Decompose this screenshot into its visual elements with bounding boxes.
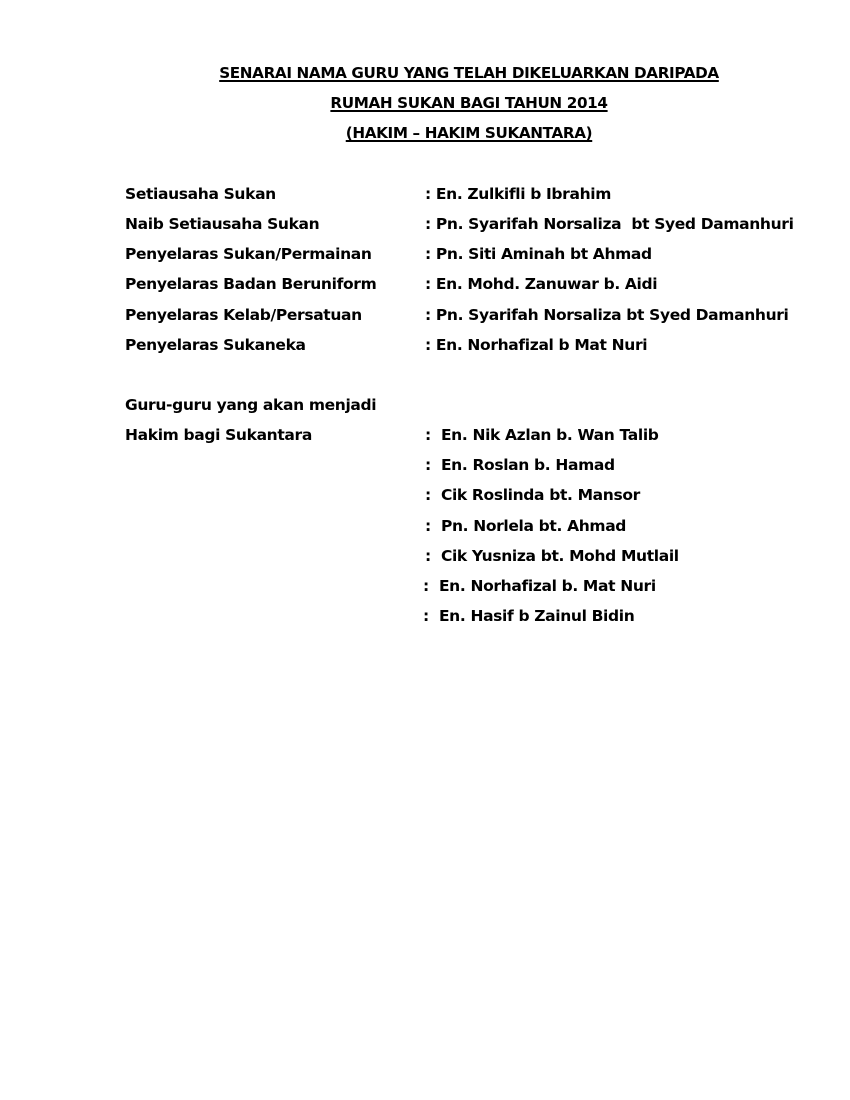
officer-name: : Pn. Siti Aminah bt Ahmad bbox=[425, 245, 652, 263]
judge-name: : En. Nik Azlan b. Wan Talib bbox=[425, 426, 659, 444]
officer-role: Penyelaras Sukan/Permainan bbox=[125, 245, 372, 263]
judge-name: : Cik Yusniza bt. Mohd Mutlail bbox=[425, 547, 679, 565]
officer-name: : Pn. Syarifah Norsaliza bt Syed Damanhuri bbox=[425, 306, 789, 324]
judge-name: : En. Norhafizal b. Mat Nuri bbox=[423, 577, 656, 595]
judges-label-line-2: Hakim bagi Sukantara bbox=[125, 426, 312, 444]
judge-name: : En. Roslan b. Hamad bbox=[425, 456, 615, 474]
title-line-1: SENARAI NAMA GURU YANG TELAH DIKELUARKAN DARIPADA bbox=[219, 64, 719, 82]
officer-name: : En. Norhafizal b Mat Nuri bbox=[425, 336, 648, 354]
officer-name: : En. Mohd. Zanuwar b. Aidi bbox=[425, 275, 658, 293]
title-line-3: (HAKIM – HAKIM SUKANTARA) bbox=[345, 124, 593, 142]
officer-role: Penyelaras Sukaneka bbox=[125, 336, 306, 354]
officer-name: : Pn. Syarifah Norsaliza bt Syed Damanhuri bbox=[425, 215, 794, 233]
judge-name: : En. Hasif b Zainul Bidin bbox=[423, 607, 635, 625]
title-line-2: RUMAH SUKAN BAGI TAHUN 2014 bbox=[330, 94, 608, 112]
officer-role: Penyelaras Badan Beruniform bbox=[125, 275, 377, 293]
judge-name: : Pn. Norlela bt. Ahmad bbox=[425, 517, 627, 535]
officer-name: : En. Zulkifli b Ibrahim bbox=[425, 185, 612, 203]
judges-label-line-1: Guru-guru yang akan menjadi bbox=[125, 396, 377, 414]
officer-role: Penyelaras Kelab/Persatuan bbox=[125, 306, 362, 324]
officer-role: Setiausaha Sukan bbox=[125, 185, 276, 203]
judge-name: : Cik Roslinda bt. Mansor bbox=[425, 486, 640, 504]
officer-role: Naib Setiausaha Sukan bbox=[125, 215, 320, 233]
